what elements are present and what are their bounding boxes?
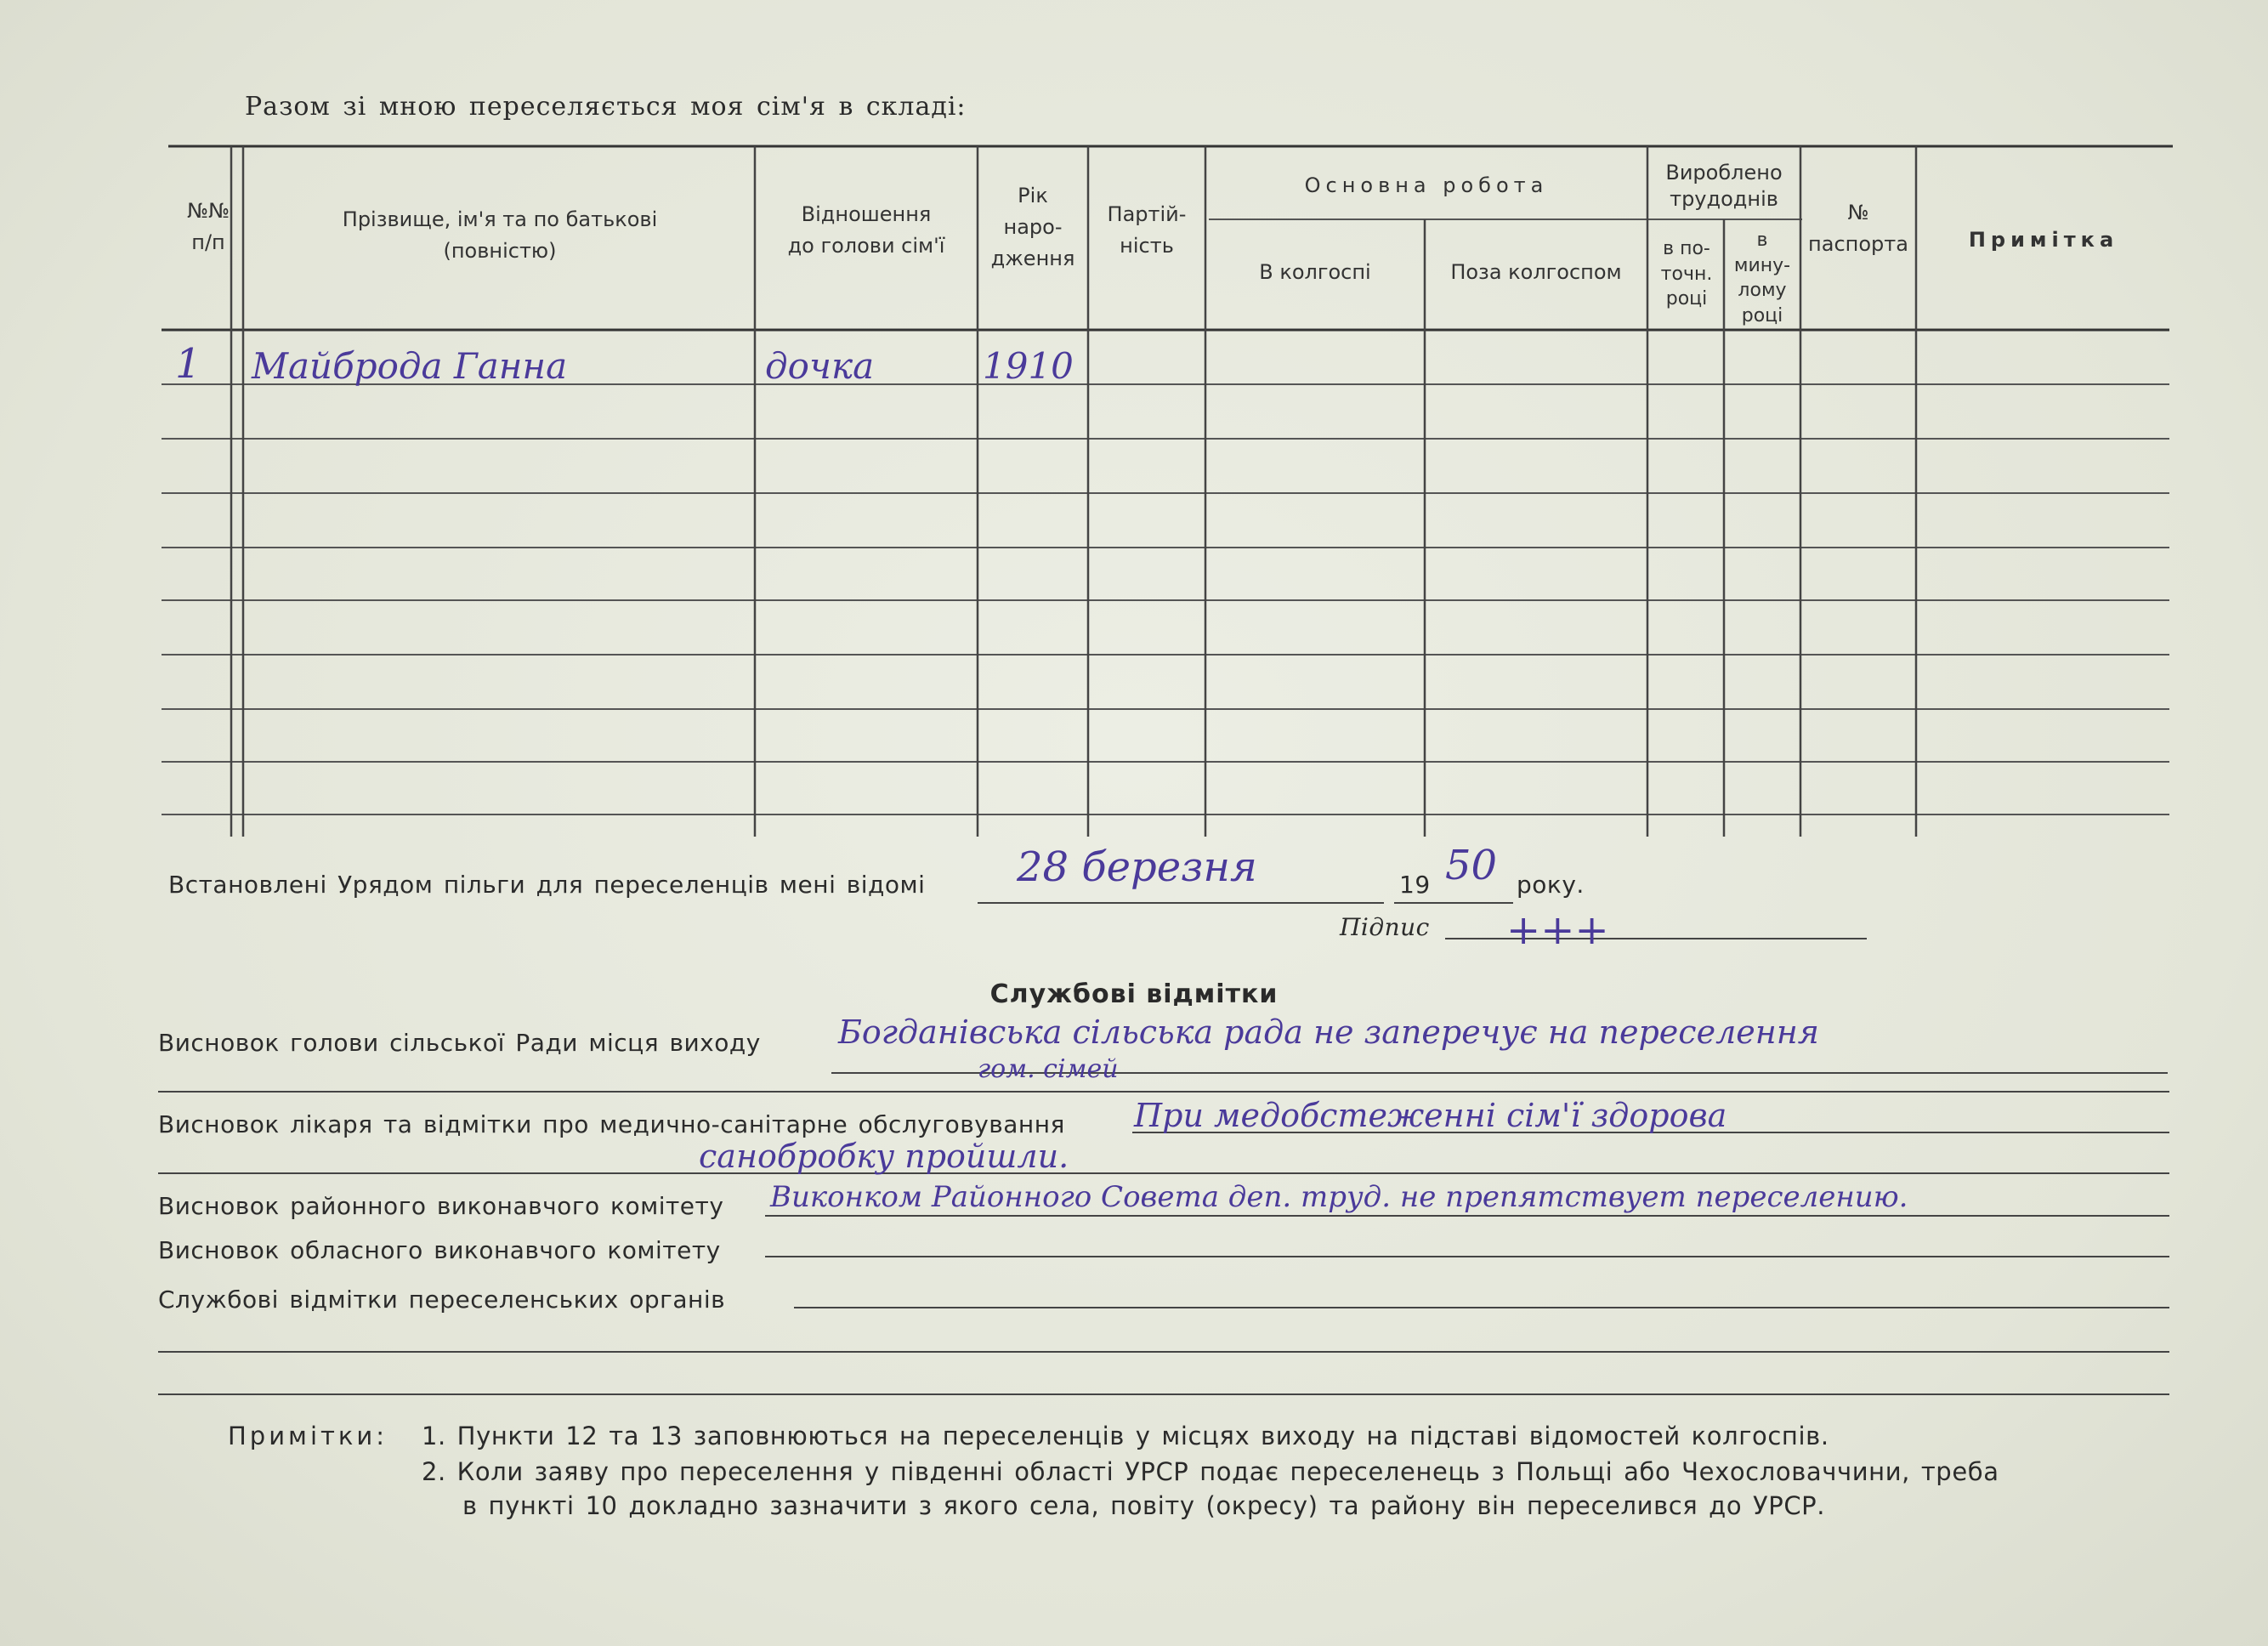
resettlement-organs-label: Службові відмітки переселенських органів [158,1286,726,1314]
col-current-line2: точн. [1660,263,1713,285]
row1-relation: дочка [765,345,875,387]
col-relation-line1: Відношення [801,202,932,226]
district-committee-text: Виконком Районного Совета деп. труд. не препятствует переселению. [770,1180,1908,1214]
row1-num: 1 [175,340,201,388]
intro-text: Разом зі мною переселяється моя сім'я в складі: [245,92,967,122]
oblast-committee-label: Висновок обласного виконавчого комітету [158,1236,721,1264]
col-birth-line1: Рік [1018,184,1048,207]
col-num-line1: №№ [187,199,230,223]
doctor-label: Висновок лікаря та відмітки про медично-санітарне обслуговування [158,1110,1065,1138]
district-committee-label: Висновок районного виконавчого комітету [158,1192,724,1220]
col-current-line1: в по- [1663,238,1710,259]
col-kolhosp-header: В колгоспі [1259,260,1371,284]
village-council-text-2: гом. сімей [978,1054,1119,1084]
col-last-year-header [1726,228,1799,329]
col-current-line3: році [1665,288,1708,310]
col-passport-line1: № [1847,201,1869,224]
col-relation-line2: до голови сім'ї [787,234,945,258]
col-last-line3: лому [1738,280,1787,302]
col-outside-header: Поза колгоспом [1450,260,1622,284]
note-2a: 2. Коли заяву про переселення у південні області УРСР подає переселенець з Польщі або Чехословаччини, треба [422,1457,1999,1486]
col-trudodni-line2: трудоднів [1670,187,1778,212]
col-num-line2: п/п [191,230,225,255]
col-birth-line2: наро- [1003,215,1063,240]
col-name-line1: Прізвище, ім'я та по батькові [342,207,658,231]
signature-label: Підпис [1340,913,1430,941]
col-main-work-header: Основна робота [1304,173,1549,197]
col-party-line1: Партій- [1107,202,1187,226]
col-num-header [170,196,247,258]
village-council-text: Богданівська сільська рада не заперечує на переселення [838,1013,1819,1051]
benefits-date: 28 березня [1017,843,1257,891]
col-last-line4: році [1741,305,1783,327]
signature-value: +++ [1506,906,1609,954]
benefits-year-prefix: 19 [1399,871,1431,899]
col-trudodni-line1: Вироблено [1665,161,1783,184]
col-name-header [247,204,753,267]
col-current-year-header [1651,236,1722,312]
row1-name: Майброда Ганна [252,345,568,387]
note-2b: в пункті 10 докладно зазначити з якого села, повіту (окресу) та району він переселився до УРСР. [462,1491,1826,1520]
col-note-header: Примітка [1968,228,2119,252]
row1-birth-year: 1910 [983,345,1074,387]
col-passport-line2: паспорта [1808,232,1908,257]
benefits-year: 50 [1445,842,1498,889]
benefits-suffix: року. [1517,871,1585,899]
col-party-line2: ність [1120,234,1174,258]
col-trudodni-header [1649,160,1799,213]
col-relation-header [757,199,976,262]
village-council-label: Висновок голови сільської Ради місця виходу [158,1029,761,1057]
official-marks-title: Службові відмітки [989,979,1279,1009]
col-last-line2: мину- [1733,254,1791,276]
note-1: 1. Пункти 12 та 13 заповнюються на переселенців у місцях виходу на підставі відомостей колгоспів. [422,1422,1829,1450]
col-name-line2: (повністю) [443,239,557,264]
col-birth-header [979,180,1086,275]
doctor-text: При медобстеженні сім'ї здорова [1134,1097,1727,1134]
col-last-line1: в [1756,230,1768,251]
benefits-label: Встановлені Урядом пільги для переселенців мені відомі [168,871,926,899]
col-birth-line3: дження [990,247,1075,271]
col-party-header [1090,199,1204,262]
notes-heading: Примітки: [228,1422,388,1450]
col-passport-header [1802,197,1914,260]
doctor-text-2: санобробку пройшли. [699,1138,1069,1175]
